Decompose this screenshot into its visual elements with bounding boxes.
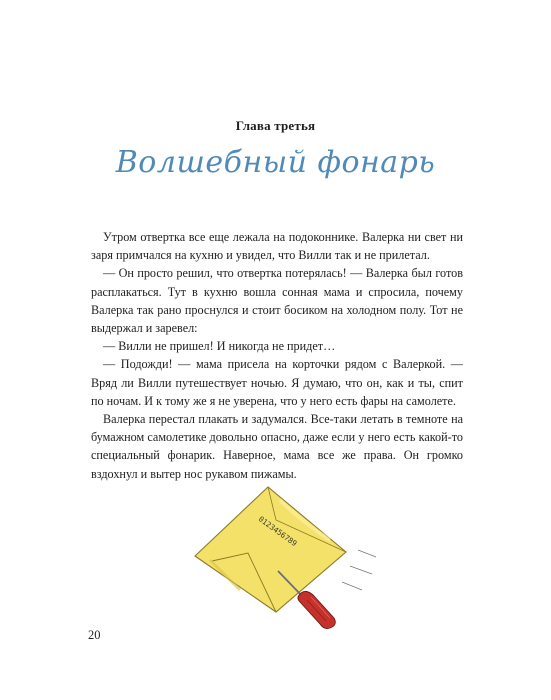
paragraph: Валерка перестал плакать и задумался. Все-таки летать в темноте на бумажном самолетике довольно опасно, даже если у него есть какой-то специальный фонарик. Наверное, мама все же права. Он громко вздохнул и вытер нос рукавом пижамы. [91,412,463,481]
motion-lines [342,550,376,590]
paragraph: Утром отвертка все еще лежала на подоконнике. Валерка ни свет ни заря примчался на кухню и увидел, что Вилли так и не прилетал. [91,230,463,263]
envelope-drawing [195,487,346,612]
paragraph: — Подожди! — мама присела на корточки рядом с Валеркой. — Вряд ли Вилли путешествует ночью. Я думаю, что он, как и ты, спит по ночам. И к тому же я не уверена, что у него есть фары на самолете. [91,357,463,408]
paragraph: — Он просто решил, что отвертка потерялась! — Валерка был готов расплакаться. Тут в кухню вошла сонная мама и спросила, почему Валерка так рано проснулся и стоит босиком на холодном полу. Тот не выдержал и заревел: [91,266,463,336]
page-number: 20 [88,628,101,642]
paragraph: — Вилли не пришел! И никогда не придет… [103,339,336,354]
envelope-code: 0123456789 [256,514,299,549]
chapter-title: Волшебный фонарь [115,145,436,180]
chapter-label: Глава третья [235,118,316,133]
